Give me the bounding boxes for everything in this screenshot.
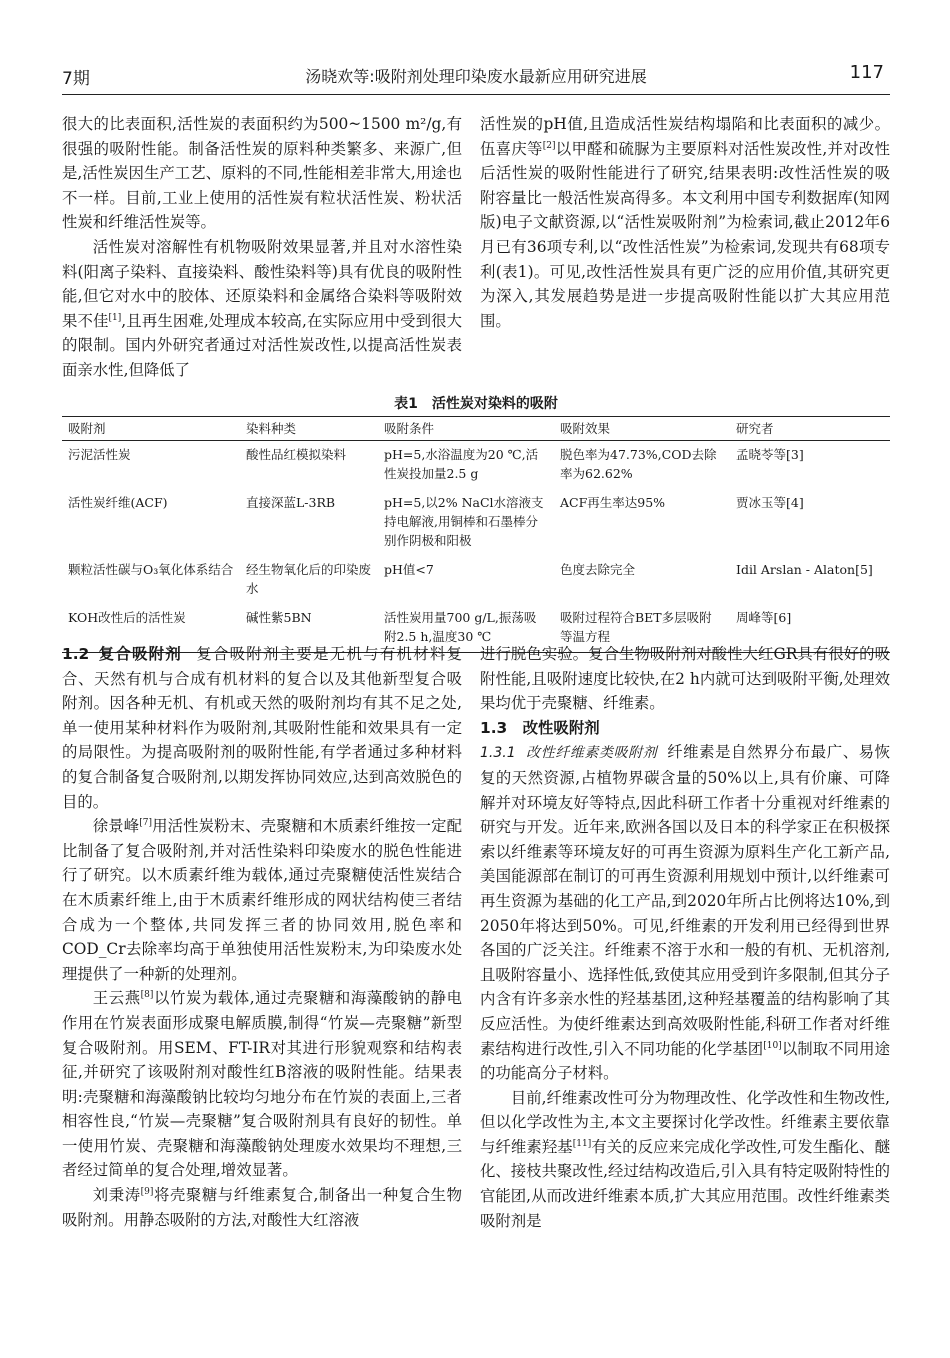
column-header: 吸附剂 [62, 417, 240, 441]
subsection-title: 改性纤维素类吸附剂 [525, 745, 658, 762]
table-cell: 色度去除完全 [560, 562, 636, 577]
table-cell: 污泥活性炭 [68, 447, 131, 462]
citation: [9] [140, 1186, 154, 1197]
paragraph: 很大的比表面积,活性炭的表面积约为500~1500 m²/g,有很强的吸附性能。制备活性炭的原料种类繁多、来源广,但是,活性炭因生产工艺、原料的不同,性能相差非常大,用途也不一样。目前,工业上使用的活性炭有粒状活性炭、粉状活性炭和纤维活性炭等。 [62, 115, 462, 232]
table-cell: 酸性品红模拟染料 [246, 447, 347, 462]
paragraph: 徐景峰[7]用活性炭粉末、壳聚糖和木质素纤维按一定配比制备了复合吸附剂,并对活性染料印染废水的脱色性能进行了研究。以木质素纤维为载体,通过壳聚糖使活性炭结合在木质素纤维上,由于木质素纤维形成的网状结构使三者结合成为一个整体,共同发挥三者的协同效用,脱色率和COD_Cr去除率均高于单独使用活性炭粉末,为印染废水处理提供了一种新的处理剂。 [62, 817, 462, 983]
table-cell: pH值<7 [384, 562, 434, 577]
column-header: 染料种类 [240, 417, 378, 441]
table-cell: 吸附过程符合BET多层吸附等温方程 [554, 604, 730, 653]
issue-number: 7期 [62, 69, 90, 89]
paragraph: 进行脱色实验。复合生物吸附剂对酸性大红GR具有很好的吸附性能,且吸附速度比较快,在2 h内就可达到吸附平衡,处理效果均优于壳聚糖、纤维素。 [480, 645, 890, 713]
table-cell: 周峰等[6] [730, 604, 890, 653]
table-cell: pH=5,以2% NaCl水溶液支持电解液,用铜棒和石墨棒分别作阴极和阳极 [384, 495, 544, 548]
running-title: 汤晓欢等:吸附剂处理印染废水最新应用研究进展 [305, 67, 647, 86]
citation: [11] [572, 1138, 592, 1149]
paragraph: 刘秉涛[9]将壳聚糖与纤维素复合,制备出一种复合生物吸附剂。用静态吸附的方法,对酸性大红溶液 [62, 1186, 462, 1229]
table-cell: 活性炭用量700 g/L,振荡吸附2.5 h,温度30 ℃ [378, 604, 554, 653]
paragraph: 目前,纤维素改性可分为物理改性、化学改性和生物改性,但以化学改性为主,本文主要探讨化学改性。纤维素主要依靠与纤维素羟基[11]有关的反应来完成化学改性,可发生酯化、醚化、接枝共聚改性,经过结构改造后,引入具有特定吸附特性的官能团,从而改进纤维素本质,扩大其应用范围。改性纤维素类吸附剂是 [480, 1088, 890, 1230]
table-cell: 脱色率为47.73%,COD去除率为62.62% [560, 447, 717, 481]
citation: [7] [139, 818, 153, 829]
citation: [1] [108, 312, 122, 323]
table-title: 表1 活性炭对染料的吸附 [394, 396, 558, 412]
citation: [8] [140, 990, 154, 1001]
table-cell: ACF再生率达95% [560, 495, 666, 510]
citation: [2] [542, 140, 556, 151]
table-cell: pH=5,水浴温度为20 ℃,活性炭投加量2.5 g [384, 447, 539, 481]
column-header: 吸附效果 [554, 417, 730, 441]
column-header: 研究者 [730, 417, 890, 441]
bottom-right-column [480, 642, 890, 1233]
table-cell: 贾冰玉等[4] [736, 495, 804, 510]
section-1-2: 1.2 复合吸附剂 复合吸附剂主要是无机与有机材料复合、天然有机与合成有机材料的复合以及其他新型复合吸附剂。因各种无机、有机或天然的吸附剂均有其不足之处,单一使用某种材料作为吸附剂,其吸附性能和效果具有一定的局限性。为提高吸附剂的吸附性能,有学者通过多种材料的复合制备复合吸附剂,以期发挥协同效应,达到高效脱色的目的。 [62, 645, 462, 811]
section-number: 1.2 [62, 645, 90, 663]
top-left-column [62, 112, 462, 383]
table-cell: KOH改性后的活性炭 [62, 604, 240, 653]
table-cell: 活性炭纤维(ACF) [68, 495, 168, 510]
table-cell: 碱性紫5BN [240, 604, 378, 653]
citation: [10] [763, 1040, 782, 1051]
table-row [62, 556, 890, 604]
column-header: 吸附条件 [378, 417, 554, 441]
subsection-number: 1.3.1 [480, 745, 516, 762]
section-1-3-heading: 1.3 改性吸附剂 [480, 718, 600, 737]
subsection-1-3-1: 1.3.1 改性纤维素类吸附剂 纤维素是自然界分布最广、易恢复的天然资源,占植物界碳含量的50%以上,具有价廉、可降解并对环境友好等特点,因此科研工作者十分重视对纤维素的研究与开发。近年来,欧洲各国以及日本的科学家正在积极探索以纤维素等环境友好的可再生资源为原料生产化工新产品,美国能源部在制订的可再生资源利用规划中预计,以纤维素可再生资源为基础的化工产品,到2020年所占比例将达10%,到2050年将达到50%。可见,纤维素的开发利用已经得到世界各国的广泛关注。纤维素不溶于水和一般的有机、无机溶剂,且吸附容量小、选择性低,致使其应用受到许多限制,但其分子内含有许多亲水性的羟基基团,这种羟基覆盖的结构影响了其反应活性。为使纤维素达到高效吸附性能,科研工作者对纤维素结构进行改性,引入不同功能的化学基团[10]以制取不同用途的功能高分子材料。 [480, 743, 890, 1083]
table-row [62, 489, 890, 556]
section-title: 复合吸附剂 [97, 645, 183, 663]
table-cell: 直接深蓝L-3RB [246, 495, 336, 510]
table-cell: Idil Arslan - Alaton[5] [736, 562, 873, 577]
top-right-column [480, 112, 890, 333]
page-number: 117 [849, 62, 884, 83]
table-cell: 经生物氧化后的印染废水 [246, 562, 372, 596]
paragraph: 活性炭的pH值,且造成活性炭结构塌陷和比表面积的减少。伍喜庆等[2]以甲醛和硫脲为主要原料对活性炭改性,并对改性后活性炭的吸附性能进行了研究,结果表明:改性活性炭的吸附容量比一般活性炭高得多。本文利用中国专利数据库(知网版)电子文献资源,以“活性炭吸附剂”为检索词,截止2012年6月已有36项专利,以“改性活性炭”为检索词,发现共有68项专利(表1)。可见,改性活性炭具有更广泛的应用价值,其研究更为深入,其发展趋势是进一步提高吸附性能以扩大其应用范围。 [480, 115, 890, 330]
table-cell: 颗粒活性碳与O₃氧化体系结合 [68, 562, 234, 577]
paragraph: 活性炭对溶解性有机物吸附效果显著,并且对水溶性染料(阳离子染料、直接染料、酸性染料等)具有优良的吸附性能,但它对水中的胶体、还原染料和金属络合染料等吸附效果不佳[1],且再生困难,处理成本较高,在实际应用中受到很大的限制。国内外研究者通过对活性炭改性,以提高活性炭表面亲水性,但降低了 [62, 237, 462, 379]
table-header-row [62, 417, 890, 441]
bottom-left-column [62, 642, 462, 1232]
table-row [62, 441, 890, 490]
running-header [62, 58, 890, 95]
table-cell: 孟晓苓等[3] [736, 447, 804, 462]
paragraph: 王云燕[8]以竹炭为载体,通过壳聚糖和海藻酸钠的静电作用在竹炭表面形成聚电解质膜,制得“竹炭—壳聚糖”新型复合吸附剂。用SEM、FT-IR对其进行形貌观察和结构表征,并研究了该吸附剂对酸性红B溶液的吸附性能。结果表明:壳聚糖和海藻酸钠比较均匀地分布在竹炭的表面上,三者相容性良,“竹炭—壳聚糖”复合吸附剂具有良好的韧性。单一使用竹炭、壳聚糖和海藻酸钠处理废水效果均不理想,三者经过简单的复合处理,增效显著。 [62, 989, 462, 1180]
dye-adsorption-table [62, 416, 890, 653]
